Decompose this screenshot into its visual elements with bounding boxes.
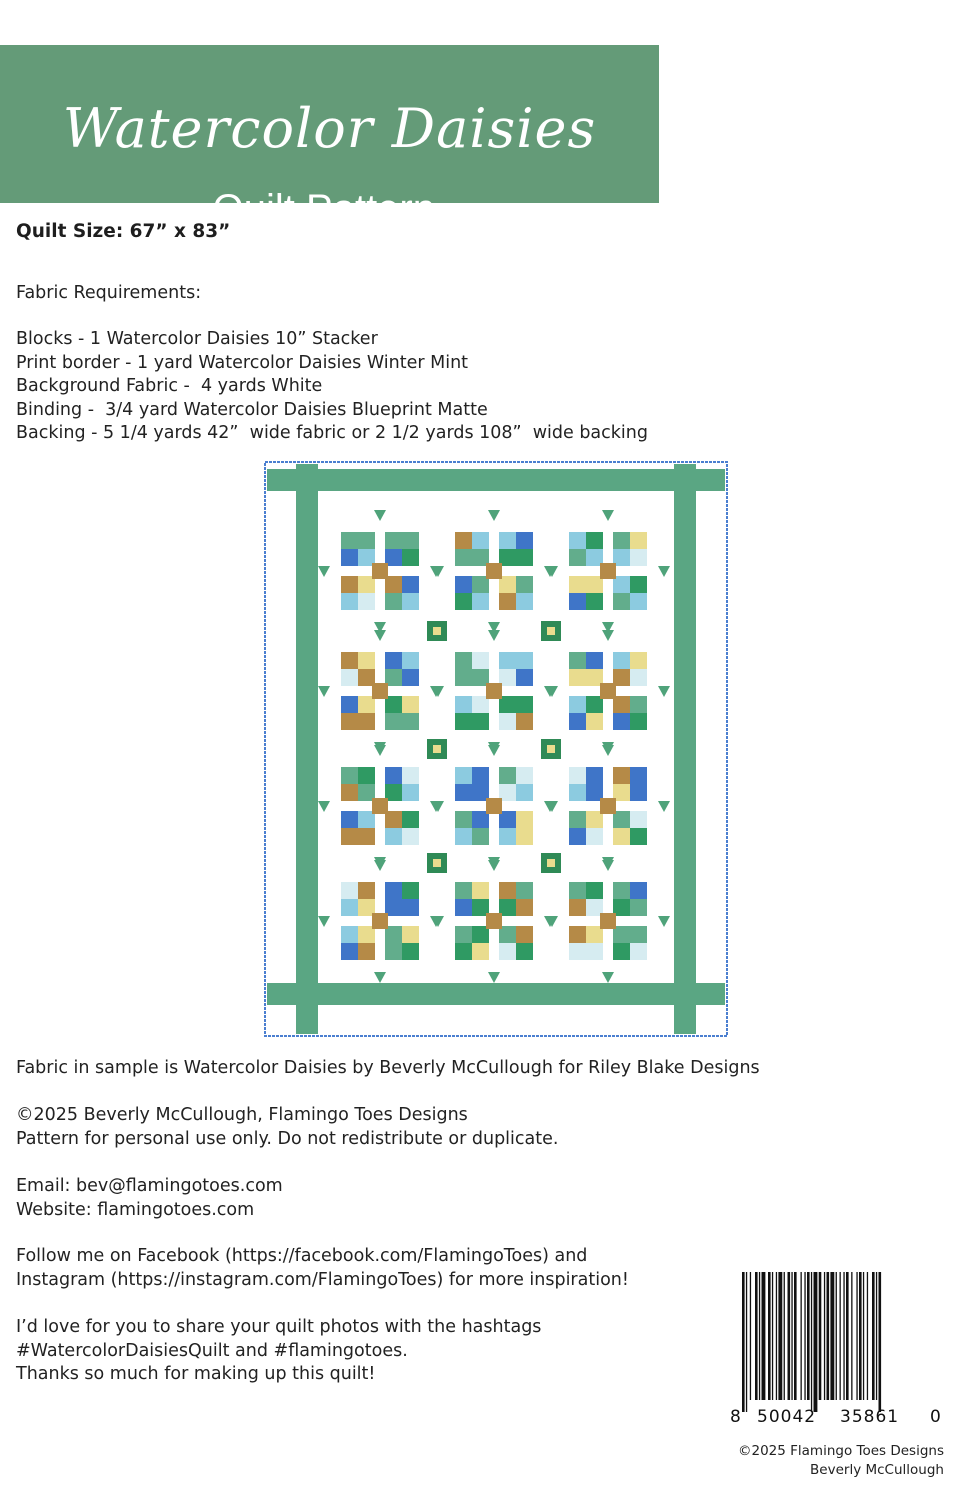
barcode-bar (859, 1272, 862, 1400)
petal-patch (516, 784, 533, 801)
petal-patch (455, 713, 472, 730)
contact-website: Website: flamingotoes.com (16, 1199, 255, 1220)
barcode-bar (807, 1272, 810, 1400)
petal-patch (516, 811, 533, 828)
petal-patch (569, 549, 586, 566)
petal-patch (630, 652, 647, 669)
daisy-center (372, 563, 388, 579)
petal-patch (402, 652, 419, 669)
petal-patch (516, 943, 533, 960)
barcode-bar (784, 1272, 785, 1400)
social-line-facebook: Follow me on Facebook (https://facebook.com/FlamingoToes) and (16, 1246, 588, 1266)
sample-fabric-note: Fabric in sample is Watercolor Daisies by Beverly McCullough for Riley Blake Designs (16, 1058, 760, 1078)
petal-patch (385, 652, 402, 669)
barcode-bar (863, 1272, 864, 1400)
petal-patch (472, 943, 489, 960)
petal-patch (385, 828, 402, 845)
barcode-bar (801, 1272, 802, 1400)
petal-patch (455, 532, 472, 549)
petal-patch (385, 593, 402, 610)
petal-patch (516, 767, 533, 784)
daisy-center (486, 913, 502, 929)
quilt-illustration (264, 461, 728, 1037)
barcode-bar (768, 1272, 771, 1400)
petal-patch (341, 593, 358, 610)
petal-patch (341, 576, 358, 593)
barcode-digit-first: 8 (730, 1407, 741, 1427)
petal-patch (472, 713, 489, 730)
star-center (547, 627, 555, 635)
petal-patch (341, 811, 358, 828)
petal-patch (455, 593, 472, 610)
petal-patch (499, 593, 516, 610)
petal-patch (402, 767, 419, 784)
barcode-bar (794, 1272, 797, 1400)
petal-patch (402, 943, 419, 960)
petal-patch (569, 713, 586, 730)
petal-patch (455, 943, 472, 960)
petal-patch (341, 713, 358, 730)
barcode-bar (742, 1272, 745, 1412)
fabric-item-blocks: Blocks - 1 Watercolor Daisies 10” Stacker (16, 329, 378, 349)
petal-patch (402, 593, 419, 610)
petal-patch (402, 811, 419, 828)
footer-credit (738, 1442, 944, 1480)
petal-patch (402, 696, 419, 713)
petal-patch (385, 713, 402, 730)
petal-patch (341, 899, 358, 916)
barcode-bar (804, 1272, 805, 1400)
petal-patch (499, 652, 516, 669)
petal-patch (455, 767, 472, 784)
petal-patch (569, 784, 586, 801)
barcode-bar (846, 1272, 849, 1400)
petal-patch (569, 532, 586, 549)
social-line-instagram: Instagram (https://instagram.com/FlamingoToes) for more inspiration! (16, 1269, 629, 1290)
petal-patch (569, 696, 586, 713)
footer-author: Beverly McCullough (810, 1462, 944, 1478)
petal-patch (630, 828, 647, 845)
barcode-bar (791, 1272, 792, 1400)
petal-patch (569, 811, 586, 828)
petal-patch (402, 882, 419, 899)
petal-patch (569, 576, 586, 593)
petal-patch (569, 828, 586, 845)
petal-patch (341, 549, 358, 566)
petal-patch (516, 576, 533, 593)
petal-patch (455, 696, 472, 713)
petal-patch (402, 828, 419, 845)
petal-patch (385, 882, 402, 899)
petal-patch (586, 767, 603, 784)
barcode-bar (788, 1272, 791, 1400)
daisy-center (486, 683, 502, 699)
border-strip (296, 464, 318, 1034)
barcode-bar (824, 1272, 825, 1400)
petal-patch (358, 943, 375, 960)
petal-patch (630, 899, 647, 916)
fabric-item-binding: Binding - 3/4 yard Watercolor Daisies Blueprint Matte (16, 399, 488, 420)
border-strip (267, 469, 725, 491)
petal-patch (341, 828, 358, 845)
barcode-bar (762, 1272, 766, 1400)
petal-patch (516, 926, 533, 943)
petal-patch (613, 828, 630, 845)
petal-patch (472, 593, 489, 610)
petal-patch (402, 784, 419, 801)
share-thanks: Thanks so much for making up this quilt! (16, 1364, 376, 1384)
petal-patch (630, 882, 647, 899)
barcode-bar (811, 1272, 812, 1412)
petal-patch (630, 696, 647, 713)
petal-patch (358, 532, 375, 549)
petal-patch (630, 784, 647, 801)
petal-patch (455, 882, 472, 899)
copyright-line: ©2025 Beverly McCullough, Flamingo Toes Designs (16, 1105, 468, 1125)
star-block (541, 739, 561, 759)
petal-patch (516, 882, 533, 899)
petal-patch (630, 549, 647, 566)
petal-patch (341, 652, 358, 669)
quilt-size: Quilt Size: 67” x 83” (16, 221, 231, 242)
petal-patch (455, 811, 472, 828)
daisy-center (600, 683, 616, 699)
petal-patch (472, 532, 489, 549)
petal-patch (516, 828, 533, 845)
barcode-bar (876, 1272, 877, 1400)
petal-patch (630, 926, 647, 943)
daisy-center (372, 913, 388, 929)
petal-patch (516, 549, 533, 566)
petal-patch (586, 593, 603, 610)
petal-patch (569, 926, 586, 943)
petal-patch (341, 784, 358, 801)
petal-patch (472, 882, 489, 899)
petal-patch (586, 532, 603, 549)
petal-patch (569, 943, 586, 960)
petal-patch (358, 767, 375, 784)
petal-patch (586, 882, 603, 899)
petal-patch (455, 652, 472, 669)
petal-patch (341, 532, 358, 549)
pattern-title: Watercolor Daisies (62, 97, 597, 160)
petal-patch (385, 767, 402, 784)
petal-patch (341, 943, 358, 960)
petal-patch (516, 696, 533, 713)
share-line-1: I’d love for you to share your quilt photos with the hashtags (16, 1317, 542, 1337)
barcode-digits-left: 50042 (757, 1407, 817, 1427)
barcode-bar (856, 1272, 857, 1400)
barcode-bar (879, 1272, 882, 1412)
petal-patch (402, 576, 419, 593)
petal-patch (402, 899, 419, 916)
petal-patch (613, 943, 630, 960)
barcode-bar (836, 1272, 837, 1400)
petal-patch (472, 767, 489, 784)
contact-email: Email: bev@flamingotoes.com (16, 1176, 283, 1196)
petal-patch (630, 669, 647, 686)
petal-patch (385, 532, 402, 549)
barcode-bar (840, 1272, 841, 1400)
footer-copyright: ©2025 Flamingo Toes Designs (737, 1443, 944, 1459)
daisy-center (486, 563, 502, 579)
border-strip (267, 983, 725, 1005)
petal-patch (516, 652, 533, 669)
petal-patch (402, 669, 419, 686)
petal-patch (569, 882, 586, 899)
petal-patch (472, 652, 489, 669)
barcode-bar (851, 1272, 852, 1400)
star-center (547, 745, 555, 753)
daisy-center (600, 798, 616, 814)
petal-patch (630, 593, 647, 610)
petal-patch (630, 576, 647, 593)
petal-patch (613, 593, 630, 610)
petal-patch (613, 767, 630, 784)
share-hashtags: #WatercolorDaisiesQuilt and #flamingotoes. (16, 1340, 408, 1361)
star-block (427, 739, 447, 759)
petal-patch (516, 669, 533, 686)
pattern-subtitle-text: Quilt Pattern (212, 187, 435, 231)
petal-patch (402, 532, 419, 549)
fabric-item-background: Background Fabric - 4 yards White (16, 376, 323, 396)
barcode-digit-last: 0 (930, 1407, 941, 1427)
barcode-bar (755, 1272, 758, 1400)
barcode-bar (746, 1272, 747, 1412)
barcode-bar (750, 1272, 751, 1400)
barcode-bar (776, 1272, 777, 1400)
petal-patch (358, 828, 375, 845)
daisy-center (600, 563, 616, 579)
petal-patch (569, 593, 586, 610)
barcode-bar (778, 1272, 782, 1400)
border-strip (674, 464, 696, 1034)
star-block (541, 621, 561, 641)
petal-patch (586, 713, 603, 730)
petal-patch (455, 549, 472, 566)
daisy-center (600, 913, 616, 929)
star-block (427, 621, 447, 641)
petal-patch (455, 899, 472, 916)
petal-patch (455, 828, 472, 845)
fabric-item-backing: Backing - 5 1/4 yards 42” wide fabric or 2 1/2 yards 108” wide backing (16, 423, 648, 443)
petal-patch (358, 652, 375, 669)
barcode-bars (742, 1272, 881, 1412)
petal-patch (499, 532, 516, 549)
petal-patch (586, 652, 603, 669)
petal-patch (455, 576, 472, 593)
petal-patch (613, 532, 630, 549)
petal-patch (402, 549, 419, 566)
petal-patch (586, 943, 603, 960)
petal-patch (499, 713, 516, 730)
barcode-bar (872, 1272, 875, 1400)
petal-patch (455, 784, 472, 801)
star-center (433, 627, 441, 635)
petal-patch (358, 593, 375, 610)
upc-barcode (720, 1272, 946, 1427)
petal-patch (569, 669, 586, 686)
barcode-bar (867, 1272, 868, 1400)
petal-patch (499, 943, 516, 960)
petal-patch (358, 882, 375, 899)
petal-patch (569, 767, 586, 784)
petal-patch (516, 713, 533, 730)
star-block (541, 853, 561, 873)
barcode-bar (772, 1272, 773, 1400)
petal-patch (499, 882, 516, 899)
star-block (427, 853, 447, 873)
petal-patch (630, 943, 647, 960)
petal-patch (516, 532, 533, 549)
fabric-item-print-border: Print border - 1 yard Watercolor Daisies Winter Mint (16, 352, 469, 373)
petal-patch (455, 669, 472, 686)
petal-patch (455, 926, 472, 943)
barcode-bar (819, 1272, 822, 1400)
petal-patch (341, 696, 358, 713)
petal-patch (613, 713, 630, 730)
petal-patch (499, 767, 516, 784)
petal-patch (630, 811, 647, 828)
petal-patch (358, 713, 375, 730)
petal-patch (586, 828, 603, 845)
petal-patch (613, 882, 630, 899)
petal-patch (613, 652, 630, 669)
barcode-bar (759, 1272, 760, 1400)
petal-patch (630, 767, 647, 784)
usage-notice: Pattern for personal use only. Do not redistribute or duplicate. (16, 1128, 559, 1149)
petal-patch (341, 882, 358, 899)
star-center (433, 859, 441, 867)
daisy-center (486, 798, 502, 814)
barcode-bar (830, 1272, 834, 1400)
petal-patch (569, 899, 586, 916)
petal-patch (569, 652, 586, 669)
daisy-center (372, 683, 388, 699)
petal-patch (516, 899, 533, 916)
petal-patch (499, 828, 516, 845)
petal-patch (402, 713, 419, 730)
barcode-bar (814, 1272, 818, 1412)
daisy-center (372, 798, 388, 814)
star-center (433, 745, 441, 753)
barcode-bar (827, 1272, 830, 1400)
petal-patch (341, 926, 358, 943)
fabric-requirements-heading: Fabric Requirements: (16, 283, 202, 303)
petal-patch (516, 593, 533, 610)
star-center (547, 859, 555, 867)
petal-patch (341, 669, 358, 686)
barcode-bar (843, 1272, 844, 1400)
petal-patch (630, 532, 647, 549)
petal-patch (630, 713, 647, 730)
petal-patch (385, 943, 402, 960)
barcode-digits-right: 35861 (840, 1407, 900, 1427)
petal-patch (472, 828, 489, 845)
title-banner (0, 45, 659, 231)
petal-patch (341, 767, 358, 784)
petal-patch (402, 926, 419, 943)
